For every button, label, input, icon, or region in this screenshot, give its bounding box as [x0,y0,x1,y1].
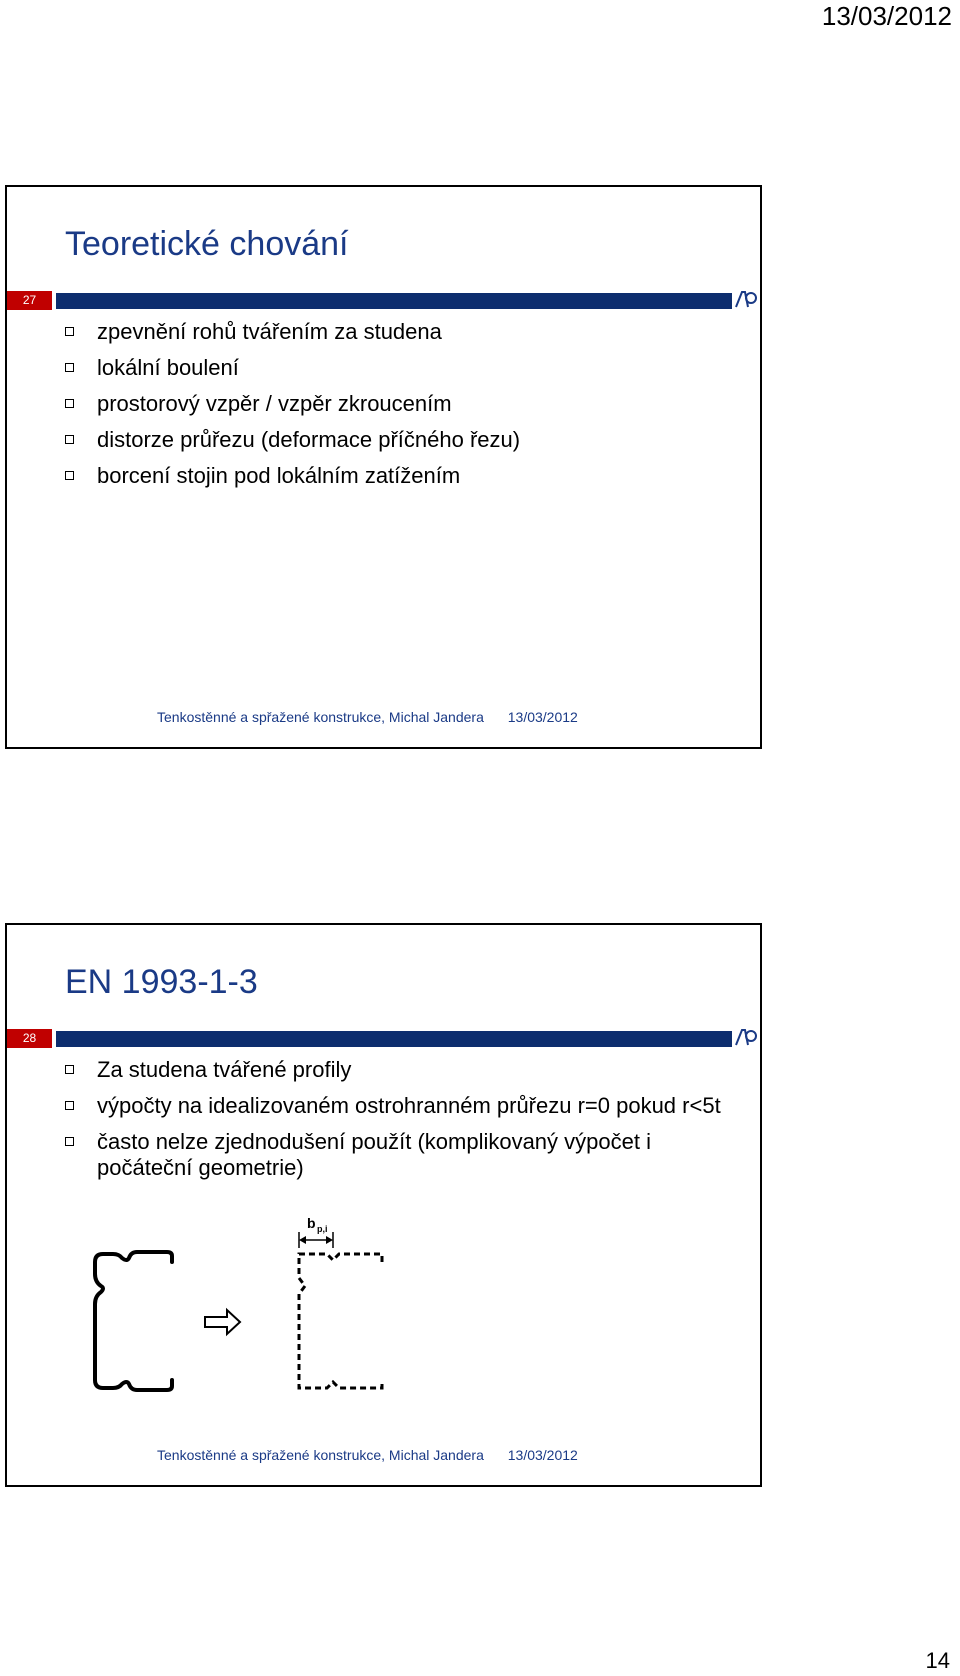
footer-date: 13/03/2012 [507,709,578,725]
faculty-logo-icon [734,1027,758,1047]
profile-drawings [77,1215,407,1410]
square-bullet-icon [65,435,74,444]
list-item: borcení stojin pod lokálním zatížením [65,463,745,489]
footer-text: Tenkostěnné a spřažené konstrukce, Michal Jandera [157,1447,484,1463]
list-item: Za studena tvářené profily [65,1057,745,1083]
square-bullet-icon [65,471,74,480]
slide-title: EN 1993-1-3 [65,963,258,1001]
square-bullet-icon [65,1065,74,1074]
faculty-logo-icon [734,289,758,309]
dimension-label-subscript: p,i [317,1224,328,1234]
bullet-list [65,319,745,499]
slide-27 [5,185,762,749]
square-bullet-icon [65,363,74,372]
footer-date: 13/03/2012 [507,1447,578,1463]
list-item: prostorový vzpěr / vzpěr zkroucením [65,391,745,417]
list-item: distorze průřezu (deformace příčného řezu) [65,427,745,453]
page-date: 13/03/2012 [821,1,952,31]
hollow-arrow-right-icon [205,1310,240,1334]
slide-footer [157,1447,578,1463]
list-item: výpočty na idealizovaném ostrohranném průřezu r=0 pokud r<5t [65,1093,745,1119]
slide-28 [5,923,762,1487]
page-number: 14 [925,1648,950,1673]
square-bullet-icon [65,1137,74,1146]
footer-text: Tenkostěnné a spřažené konstrukce, Michal Jandera [157,709,484,725]
list-item: často nelze zjednodušení použít (komplikovaný výpočet i počáteční geometrie) [65,1129,745,1181]
square-bullet-icon [65,1101,74,1110]
slide-number: 28 [7,1029,52,1048]
bullet-list [65,1057,745,1191]
title-bar [56,1031,732,1047]
rounded-profile [95,1252,172,1390]
dimension-label: b [307,1215,316,1231]
list-item: lokální boulení [65,355,745,381]
slide-footer [157,709,578,725]
title-bar [56,293,732,309]
square-bullet-icon [65,327,74,336]
square-bullet-icon [65,399,74,408]
slide-number: 27 [7,291,52,310]
slide-title: Teoretické chování [65,225,349,263]
idealized-profile [299,1254,382,1388]
list-item: zpevnění rohů tvářením za studena [65,319,745,345]
